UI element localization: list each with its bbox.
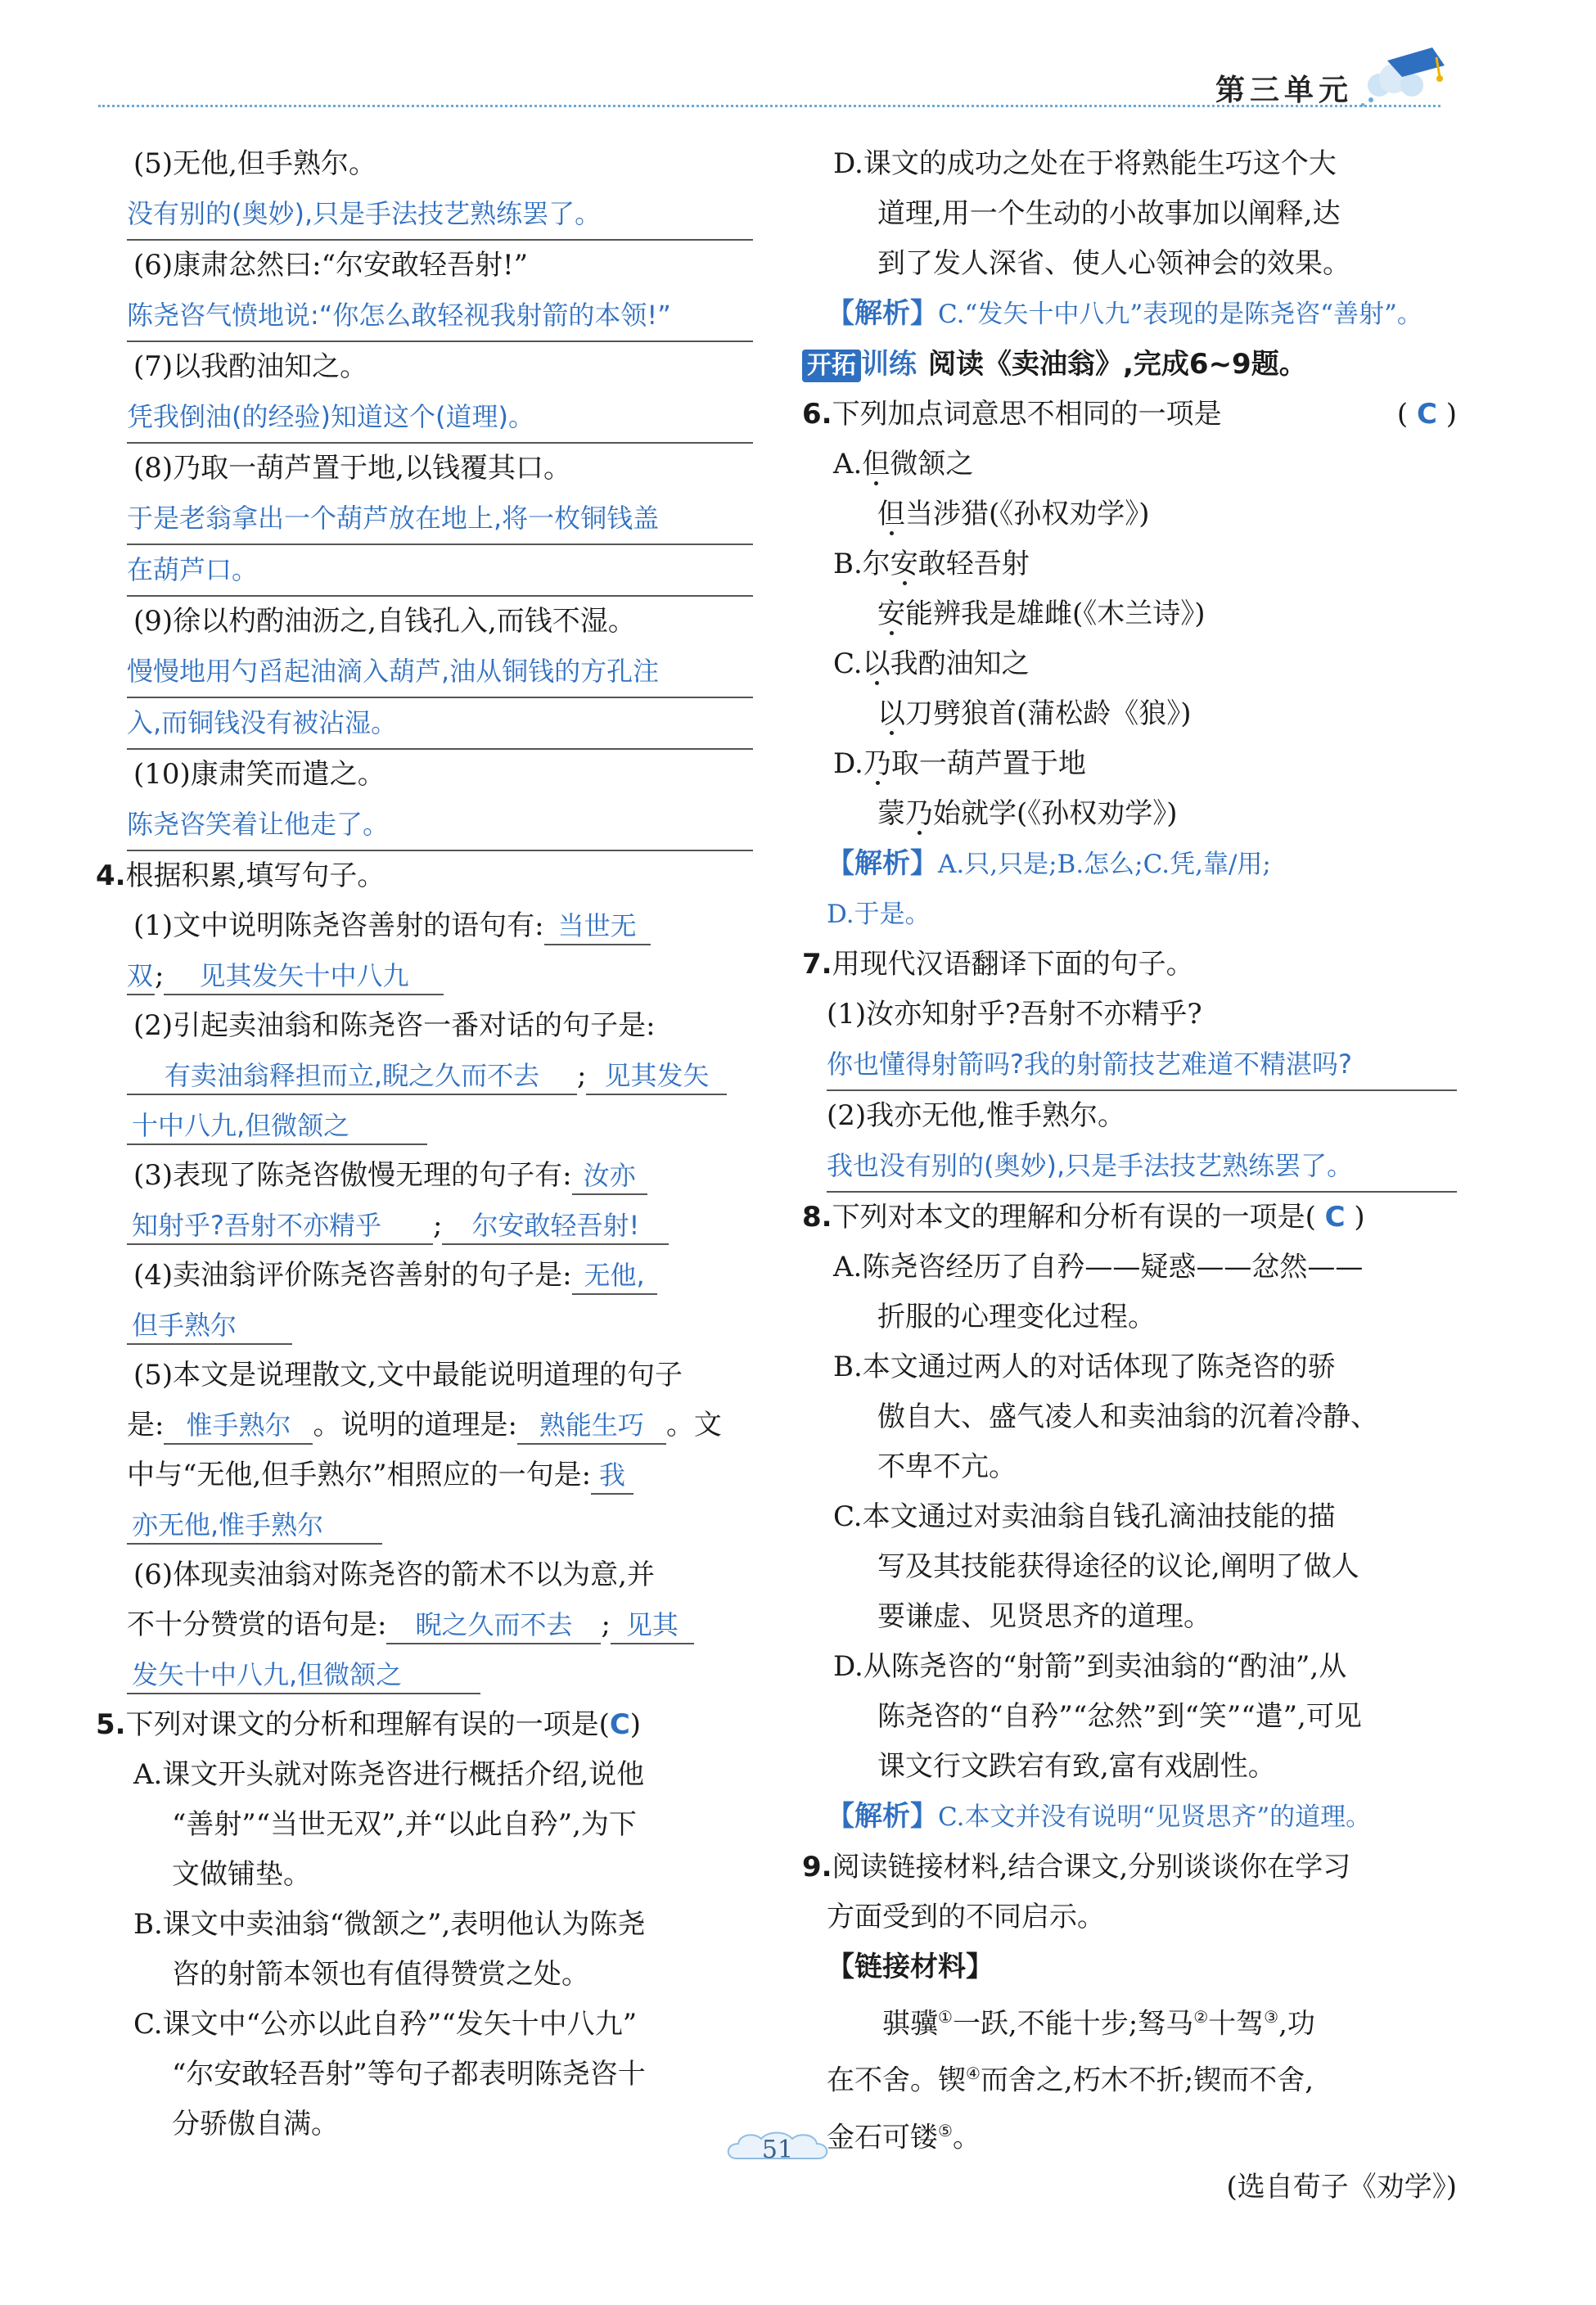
q5-option-a-1: A.课文开头就对陈尧咨进行概括介绍,说他 (133, 1758, 645, 1791)
q8-option-d-3: 课文行文跌宕有致,富有戏剧性。 (877, 1750, 1276, 1783)
q6-a1-post: 微颔之 (890, 448, 974, 480)
q7-sentence-2: (2)我亦无他,惟手熟尔。 (827, 1099, 1125, 1132)
q5-option-a-2: “善射”“当世无双”,并“以此自矜”,为下 (172, 1808, 637, 1841)
header-divider (98, 105, 1440, 107)
training-heading (802, 340, 1457, 390)
q6-a1-pre: A. (833, 448, 863, 480)
lm-1b: 一跃,不能十步;驽马 (952, 2007, 1194, 2041)
lm-1c: 十驾 (1208, 2007, 1265, 2041)
q7-sentence-1: (1)汝亦知射乎?吾射不亦精乎? (827, 998, 1202, 1031)
q8-stem: 8.下列对本文的理解和分析有误的一项是( C ) (802, 1201, 1365, 1234)
q6-analysis (827, 839, 1457, 890)
q4-p3-blank-1b: 知射乎?吾射不亦精乎 (127, 1207, 433, 1245)
q8-option-c-1: C.本文通过对卖油翁自钱孔滴油技能的描 (833, 1500, 1336, 1533)
lm-note-5: ⑤ (938, 2120, 953, 2140)
q6-d2-post: 始就学(《孙权劝学》) (933, 797, 1178, 830)
analysis-label: 【解析】 (827, 847, 938, 880)
q6-c1-pre: C. (833, 647, 863, 680)
q8-option-d-1: D.从陈尧咨的“射箭”到卖油翁的“酌油”,从 (833, 1650, 1347, 1683)
q4-p5-label: 是: (127, 1409, 165, 1441)
unit-title: 第三单元 (1215, 73, 1354, 107)
q6-b2-post: 能辨我是雄雌(《木兰诗》) (905, 598, 1206, 630)
analysis-label: 【解析】 (827, 297, 938, 330)
link-material-source: (选自荀子《劝学》) (1226, 2170, 1457, 2204)
q6-option-c-2 (827, 689, 1457, 739)
q3-item-8-answer-1: 于是老翁拿出一个葫芦放在地上,将一枚铜钱盖 (127, 494, 753, 545)
q5-option-c-2: “尔安敢轻吾射”等句子都表明陈尧咨十 (172, 2058, 646, 2091)
q8-answer: C (1324, 1201, 1346, 1234)
q4-p5-text2: 中与“无他,但手熟尔”相照应的一句是: (127, 1459, 592, 1491)
lm-note-1: ① (938, 2007, 953, 2027)
lm-2a: 在不舍。锲 (827, 2064, 966, 2097)
q3-item-5-answer: 没有别的(奥妙),只是手法技艺熟练罢了。 (127, 189, 753, 241)
q4-part-3 (127, 1151, 753, 1201)
q4-p1-blank-1: 当世无 (544, 908, 651, 945)
q4-text: 根据积累,填写句子。 (125, 859, 385, 892)
q3-item-9-answer-2: 入,而铜钱没有被沾湿。 (127, 698, 753, 750)
left-column (96, 139, 753, 2149)
q6-b1-dot: 安 (890, 548, 918, 580)
q6-c1-dot: 以 (862, 647, 890, 680)
q4-p6-blank-2: 见其 (611, 1607, 694, 1644)
q3-item-9-answer-1: 慢慢地用勺舀起油滴入葫芦,油从铜钱的方孔注 (127, 647, 753, 698)
q4-p1-blank-1b: 双 (127, 958, 155, 995)
q3-item-5-src: (5)无他,但手熟尔。 (133, 147, 376, 180)
lm-note-2: ② (1193, 2007, 1209, 2027)
q3-item-10-src: (10)康肃笑而遣之。 (133, 758, 385, 791)
q6-c2-post: 刀劈狼首(蒲松龄《狼》) (905, 697, 1192, 730)
q8-option-b-1: B.本文通过两人的对话体现了陈尧咨的骄 (833, 1351, 1336, 1383)
q8-option-c-2: 写及其技能获得途径的议论,阐明了做人 (877, 1550, 1359, 1583)
q4-part-5-cont (127, 1401, 753, 1450)
q4-stem (96, 851, 753, 901)
q4-part-6: (6)体现卖油翁对陈尧咨的箭术不以为意,并 (133, 1558, 655, 1591)
q5-analysis (827, 289, 1457, 340)
q4-part-1 (127, 901, 753, 951)
q4-p5-blank-3: 我 (591, 1457, 633, 1495)
q8-analysis-text: C.本文并没有说明“见贤思齐”的道理。 (938, 1802, 1372, 1832)
training-badge-2: 训练 (861, 348, 917, 381)
q3-item-6-answer: 陈尧咨气愤地说:“你怎么敢轻视我射箭的本领!” (127, 291, 753, 342)
lm-note-3: ③ (1264, 2007, 1279, 2027)
q4-part-2: (2)引起卖油翁和陈尧咨一番对话的句子是: (133, 1009, 656, 1042)
q6-a2-dot: 但 (877, 498, 905, 530)
q4-part-3-cont: 知射乎?吾射不亦精乎 ; 尔安敢轻吾射! (127, 1201, 753, 1251)
q5-option-b-2: 咨的射箭本领也有值得赞赏之处。 (172, 1958, 589, 1991)
lm-1a: 骐骥 (882, 2007, 938, 2041)
q6-option-a-2 (827, 489, 1457, 539)
q4-p4-blank-b: 但手熟尔 (127, 1307, 292, 1345)
q6-b1-post: 敢轻吾射 (917, 548, 1030, 580)
q3-item-7-src: (7)以我酌油知之。 (133, 350, 368, 383)
q7-stem (802, 940, 1457, 990)
q6-b2-dot: 安 (877, 598, 905, 630)
q6-stem (802, 390, 1457, 440)
q9-text-2: 方面受到的不同启示。 (827, 1901, 1105, 1933)
q4-p2-blank-2: 见其发矢 (586, 1058, 727, 1095)
q4-p5-end: 。文 (665, 1409, 722, 1441)
q6-d1-pre: D. (833, 747, 863, 780)
q4-p6-blank-1: 睨之久而不去 (386, 1607, 601, 1644)
q5-option-a-3: 文做铺垫。 (172, 1858, 311, 1891)
q4-part-6-cont2 (127, 1650, 753, 1700)
q4-p4-blank: 无他, (572, 1257, 657, 1295)
right-column (802, 139, 1457, 2213)
q9-number: 9. (802, 1851, 832, 1883)
q6-b1-pre: B.尔 (833, 548, 890, 580)
q3-item-9-src: (9)徐以杓酌油沥之,自钱孔入,而钱不湿。 (133, 605, 636, 638)
q6-option-d-2 (827, 789, 1457, 839)
q5-option-d-2: 道理,用一个生动的小故事加以阐释,达 (877, 197, 1341, 230)
q5-answer: C (609, 1708, 630, 1741)
q4-part-5-cont3 (127, 1500, 753, 1550)
q4-p5-blank-2: 熟能生巧 (517, 1407, 666, 1445)
q5-text: 下列对课文的分析和理解有误的一项是 (125, 1708, 599, 1741)
q8-text: 下列对本文的理解和分析有误的一项是 (832, 1201, 1305, 1234)
q6-text: 下列加点词意思不相同的一项是 (832, 398, 1222, 431)
q5-stem: 5.下列对课文的分析和理解有误的一项是(C) (96, 1708, 642, 1741)
q4-part-5: (5)本文是说理散文,文中最能说明道理的句子 (133, 1359, 683, 1392)
analysis-label: 【解析】 (827, 1800, 938, 1833)
q6-a1-dot: 但 (862, 448, 890, 480)
lm-note-4: ④ (966, 2064, 981, 2084)
lm-3b: 。 (952, 2120, 981, 2154)
link-material-line-3 (827, 2106, 1457, 2163)
lm-1d: ,功 (1278, 2007, 1315, 2041)
link-material-title: 【链接材料】 (827, 1951, 994, 1983)
q6-number: 6. (802, 398, 832, 431)
q4-p2-blank-2b: 十中八九,但微颔之 (127, 1107, 427, 1145)
q4-p5-mid: 。说明的道理是: (313, 1409, 517, 1441)
q6-d1-dot: 乃 (863, 747, 891, 780)
q6-d1-post: 取一葫芦置于地 (890, 747, 1086, 780)
q6-option-b-2 (827, 589, 1457, 639)
q6-analysis-text-1: A.只,只是;B.怎么;C.凭,靠/用; (938, 850, 1271, 879)
q4-p4-text: (4)卖油翁评价陈尧咨善射的句子是: (133, 1259, 572, 1292)
q6-option-d-1 (827, 739, 1457, 789)
q6-a2-post: 当涉猎(《孙权劝学》) (905, 498, 1150, 530)
q8-number: 8. (802, 1201, 832, 1234)
link-material-line-2 (827, 2049, 1457, 2105)
page-number-badge (720, 2126, 835, 2172)
q7-answer-2: 我也没有别的(奥妙),只是手法技艺熟练罢了。 (827, 1141, 1457, 1193)
q4-number: 4. (96, 859, 126, 892)
q4-part-1-cont: 双; 见其发矢十中八九 (127, 951, 753, 1001)
q5-analysis-text: C.“发矢十中八九”表现的是陈尧咨“善射”。 (938, 300, 1422, 329)
q4-part-6-cont: 不十分赞赏的语句是: 睨之久而不去 ; 见其 (127, 1600, 753, 1650)
q4-part-4-cont (127, 1301, 753, 1351)
q5-option-c-3: 分骄傲自满。 (172, 2108, 339, 2140)
q4-part-5-cont2 (127, 1450, 753, 1500)
q4-p1-blank-2: 见其发矢十中八九 (164, 958, 444, 995)
q4-p6-blank-2b: 发矢十中八九,但微颔之 (127, 1657, 480, 1694)
q6-option-a-1 (827, 440, 1457, 489)
q7-number: 7. (802, 948, 832, 981)
q4-p5-blank-3b: 亦无他,惟手熟尔 (127, 1507, 382, 1545)
q4-p3-text: (3)表现了陈尧咨傲慢无理的句子有: (133, 1159, 572, 1192)
q4-part-4 (127, 1251, 753, 1301)
q5-option-c-1: C.课文中“公亦以此自矜”“发矢十中八九” (133, 2008, 638, 2041)
q8-option-c-3: 要谦虚、见贤思齐的道理。 (877, 1600, 1211, 1633)
q8-analysis (827, 1792, 1457, 1843)
q9-text-1: 阅读链接材料,结合课文,分别谈谈你在学习 (832, 1851, 1351, 1883)
graduation-cap-icon (1355, 36, 1461, 110)
q4-p3-blank-2: 尔安敢轻吾射! (442, 1207, 669, 1245)
q5-option-d-1: D.课文的成功之处在于将熟能生巧这个大 (833, 147, 1337, 180)
q6-answer: C (1416, 398, 1437, 431)
q4-p1-text: (1)文中说明陈尧咨善射的语句有: (133, 909, 544, 942)
q6-analysis-text-2: D.于是。 (827, 900, 931, 929)
q8-option-a-2: 折服的心理变化过程。 (877, 1301, 1156, 1333)
q4-part-2-cont: 有卖油翁释担而立,睨之久而不去 ; 见其发矢 (127, 1051, 753, 1101)
q6-d2-pre: 蒙 (877, 797, 905, 830)
page-number: 51 (761, 2136, 794, 2164)
q4-p2-blank-1: 有卖油翁释担而立,睨之久而不去 (127, 1058, 577, 1095)
lm-3a: 金石可镂 (827, 2120, 938, 2154)
q3-item-8-answer-2: 在葫芦口。 (127, 545, 753, 597)
q3-item-8-src: (8)乃取一葫芦置于地,以钱覆其口。 (133, 452, 571, 485)
q3-item-6-src: (6)康肃忿然曰:“尔安敢轻吾射!” (133, 249, 529, 282)
q6-answer-box: ( C ) (1396, 398, 1457, 431)
training-text: 阅读《卖油翁》,完成6~9题。 (928, 348, 1307, 381)
q4-part-2-cont2 (127, 1101, 753, 1151)
q3-item-7-answer: 凭我倒油(的经验)知道这个(道理)。 (127, 392, 753, 444)
q8-option-b-3: 不卑不亢。 (877, 1450, 1017, 1483)
lm-2b: 而舍之,朽木不折;锲而不舍, (980, 2064, 1314, 2097)
q5-option-b-1: B.课文中卖油翁“微颔之”,表明他认为陈尧 (133, 1908, 646, 1941)
q6-option-b-1 (827, 539, 1457, 589)
q6-d2-dot: 乃 (905, 797, 933, 830)
q6-c1-post: 我酌油知之 (890, 647, 1030, 680)
q8-option-b-2: 傲自大、盛气凌人和卖油翁的沉着冷静、 (877, 1401, 1378, 1433)
training-badge: 开拓 (802, 350, 861, 382)
q5-number: 5. (96, 1708, 126, 1741)
q6-option-c-1 (827, 639, 1457, 689)
q3-item-10-answer: 陈尧咨笑着让他走了。 (127, 800, 753, 851)
q7-answer-1: 你也懂得射箭吗?我的射箭技艺难道不精湛吗? (827, 1040, 1457, 1091)
q8-option-d-2: 陈尧咨的“自矜”“忿然”到“笑”“遣”,可见 (877, 1700, 1362, 1733)
q9-stem (802, 1843, 1457, 1892)
link-material-line-1 (827, 1992, 1457, 2049)
q8-option-a-1: A.陈尧咨经历了自矜——疑惑——忿然—— (833, 1251, 1364, 1283)
q4-p5-blank-1: 惟手熟尔 (164, 1407, 313, 1445)
q4-p3-blank-1: 汝亦 (572, 1157, 647, 1195)
q6-c2-dot: 以 (877, 697, 905, 730)
q4-p6-text: 不十分赞赏的语句是: (127, 1608, 387, 1641)
q5-option-d-3: 到了发人深省、使人心领神会的效果。 (877, 247, 1350, 280)
q7-text: 用现代汉语翻译下面的句子。 (832, 948, 1194, 981)
